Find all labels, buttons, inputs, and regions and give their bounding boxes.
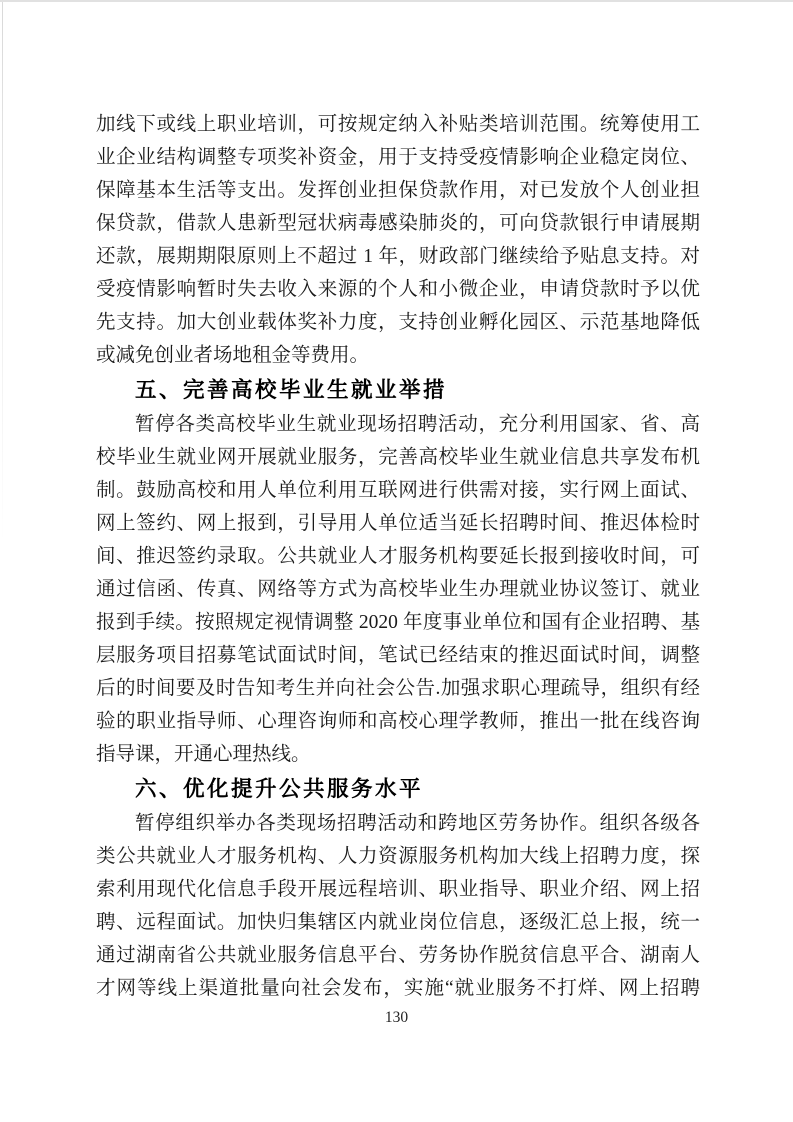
text-line: 后的时间要及时告知考生并向社会公告.加强求职心理疏导，组织有经: [96, 678, 700, 699]
text-line: 业企业结构调整专项奖补资金，用于支持受疫情影响企业稳定岗位、: [96, 147, 700, 168]
section-heading: 六、优化提升公共服务水平: [135, 777, 424, 801]
page-number: 130: [384, 1009, 409, 1026]
paragraph: [96, 108, 700, 372]
text-line: 校毕业生就业网开展就业服务，完善高校毕业生就业信息共享发布机: [96, 447, 700, 468]
page-edge-shadow-top: [0, 0, 793, 2]
paragraph: [96, 807, 700, 1005]
text-line: 保贷款，借款人患新型冠状病毒感染肺炎的，可向贷款银行申请展期: [96, 213, 700, 234]
section-heading: 五、完善高校毕业生就业举措: [135, 378, 448, 402]
text-line: 还款，展期期限原则上不超过 1 年，财政部门继续给予贴息支持。对: [96, 246, 700, 267]
text-line: 受疫情影响暂时失去收入来源的个人和小微企业，申请贷款时予以优: [96, 279, 700, 300]
text-block: [96, 108, 700, 1005]
text-line: 才网等线上渠道批量向社会发布，实施“就业服务不打烊、网上招聘: [96, 978, 700, 999]
text-line: 聘、远程面试。加快归集辖区内就业岗位信息，逐级汇总上报，统一: [96, 912, 700, 933]
text-line: 加线下或线上职业培训，可按规定纳入补贴类培训范围。统筹使用工: [96, 114, 700, 135]
text-line: 暂停各类高校毕业生就业现场招聘活动，充分利用国家、省、高: [135, 414, 700, 435]
text-line: 验的职业指导师、心理咨询师和高校心理学教师，推出一批在线咨询: [96, 711, 700, 732]
text-line: 报到手续。按照规定视情调整 2020 年度事业单位和国有企业招聘、基: [96, 612, 700, 633]
text-line: 间、推迟签约录取。公共就业人才服务机构要延长报到接收时间，可: [96, 546, 700, 567]
paragraph: [96, 408, 700, 771]
text-line: 类公共就业人才服务机构、人力资源服务机构加大线上招聘力度，探: [96, 846, 700, 867]
text-line: 先支持。加大创业载体奖补力度，支持创业孵化园区、示范基地降低: [96, 312, 700, 333]
text-line: 暂停组织举办各类现场招聘活动和跨地区劳务协作。组织各级各: [135, 813, 700, 834]
text-line: 通过信函、传真、网络等方式为高校毕业生办理就业协议签订、就业: [96, 579, 700, 600]
page-edge-shadow-left: [2, 2, 3, 542]
text-line: 保障基本生活等支出。发挥创业担保贷款作用，对已发放个人创业担: [96, 180, 700, 201]
text-line: 制。鼓励高校和用人单位利用互联网进行供需对接，实行网上面试、: [96, 480, 700, 501]
text-line: 指导课，开通心理热线。: [96, 744, 311, 765]
text-line: 或减免创业者场地租金等费用。: [96, 345, 370, 366]
text-line: 层服务项目招募笔试面试时间，笔试已经结束的推迟面试时间，调整: [96, 645, 700, 666]
text-line: 通过湖南省公共就业服务信息平台、劳务协作脱贫信息平合、湖南人: [96, 945, 700, 966]
text-line: 网上签约、网上报到，引导用人单位适当延长招聘时间、推迟体检时: [96, 513, 700, 534]
text-line: 索利用现代化信息手段开展远程培训、职业指导、职业介绍、网上招: [96, 879, 700, 900]
